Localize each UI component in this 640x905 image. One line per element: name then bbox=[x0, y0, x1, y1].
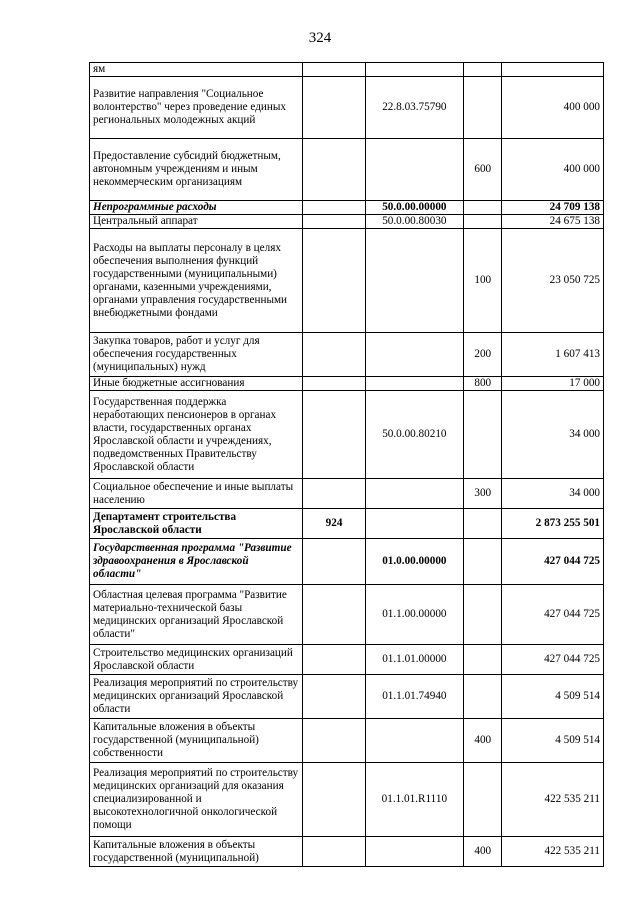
department-code-cell bbox=[303, 479, 365, 509]
amount-cell: 422 535 211 bbox=[502, 763, 604, 837]
amount-cell: 400 000 bbox=[502, 139, 604, 201]
table-row bbox=[90, 139, 604, 201]
target-article-cell bbox=[365, 509, 463, 539]
department-code-cell bbox=[303, 719, 365, 763]
expense-type-cell bbox=[464, 585, 502, 645]
target-article-cell: 01.0.00.00000 bbox=[365, 539, 463, 585]
target-article-cell: 01.1.00.00000 bbox=[365, 585, 463, 645]
amount-cell: 34 000 bbox=[502, 479, 604, 509]
table-row bbox=[90, 391, 604, 479]
target-article-cell bbox=[365, 229, 463, 333]
amount-cell: 23 050 725 bbox=[502, 229, 604, 333]
target-article-cell: 50.0.00.80030 bbox=[365, 215, 463, 229]
department-code-cell bbox=[303, 63, 365, 77]
target-article-cell: 01.1.01.R1110 bbox=[365, 763, 463, 837]
department-code-cell bbox=[303, 645, 365, 675]
table-row bbox=[90, 763, 604, 837]
table-row bbox=[90, 77, 604, 139]
target-article-cell bbox=[365, 63, 463, 77]
amount-cell: 4 509 514 bbox=[502, 675, 604, 719]
table-row bbox=[90, 675, 604, 719]
expense-type-cell: 100 bbox=[464, 229, 502, 333]
expense-type-cell: 400 bbox=[464, 837, 502, 867]
expense-type-cell bbox=[464, 509, 502, 539]
expense-type-cell bbox=[464, 391, 502, 479]
amount-cell: 1 607 413 bbox=[502, 333, 604, 377]
expense-type-cell: 600 bbox=[464, 139, 502, 201]
department-code-cell bbox=[303, 377, 365, 391]
table-row bbox=[90, 539, 604, 585]
expense-name-cell: Капитальные вложения в объекты государственной (муниципальной) bbox=[90, 837, 303, 867]
expense-type-cell bbox=[464, 675, 502, 719]
department-code-cell bbox=[303, 837, 365, 867]
expense-name-cell: Областная целевая программа "Развитие материально-технической базы медицинских организаций Ярославской области" bbox=[90, 585, 303, 645]
table-row bbox=[90, 479, 604, 509]
expense-name-cell: Государственная поддержка неработающих пенсионеров в органах власти, государственных органах Ярославской области и учреждениях, подведомственных Правительству Ярославской области bbox=[90, 391, 303, 479]
expense-name-cell: Развитие направления "Социальное волонтерство" через проведение единых региональных молодежных акций bbox=[90, 77, 303, 139]
target-article-cell: 50.0.00.80210 bbox=[365, 391, 463, 479]
expense-type-cell bbox=[464, 77, 502, 139]
table-row bbox=[90, 201, 604, 215]
target-article-cell bbox=[365, 333, 463, 377]
department-code-cell bbox=[303, 229, 365, 333]
budget-table bbox=[89, 62, 604, 867]
table-row bbox=[90, 837, 604, 867]
expense-name-cell: Расходы на выплаты персоналу в целях обеспечения выполнения функций государственными (муниципальными) органами, казенными учреждениями, органами управления государственными внебюджетными фондами bbox=[90, 229, 303, 333]
table-row bbox=[90, 215, 604, 229]
amount-cell: 34 000 bbox=[502, 391, 604, 479]
amount-cell: 24 675 138 bbox=[502, 215, 604, 229]
table-row bbox=[90, 719, 604, 763]
budget-table-body bbox=[90, 63, 604, 867]
table-row bbox=[90, 509, 604, 539]
expense-name-cell: Непрограммные расходы bbox=[90, 201, 303, 215]
department-code-cell: 924 bbox=[303, 509, 365, 539]
amount-cell: 400 000 bbox=[502, 77, 604, 139]
department-code-cell bbox=[303, 333, 365, 377]
target-article-cell bbox=[365, 837, 463, 867]
expense-type-cell: 200 bbox=[464, 333, 502, 377]
department-code-cell bbox=[303, 585, 365, 645]
amount-cell bbox=[502, 63, 604, 77]
table-row bbox=[90, 645, 604, 675]
target-article-cell bbox=[365, 139, 463, 201]
amount-cell: 427 044 725 bbox=[502, 585, 604, 645]
amount-cell: 17 000 bbox=[502, 377, 604, 391]
expense-type-cell bbox=[464, 539, 502, 585]
table-row bbox=[90, 63, 604, 77]
table-row bbox=[90, 229, 604, 333]
department-code-cell bbox=[303, 539, 365, 585]
expense-name-cell: Реализация мероприятий по строительству медицинских организаций для оказания специализированной и высокотехнологичной онкологической помощи bbox=[90, 763, 303, 837]
amount-cell: 427 044 725 bbox=[502, 539, 604, 585]
department-code-cell bbox=[303, 763, 365, 837]
target-article-cell bbox=[365, 377, 463, 391]
expense-name-cell: Закупка товаров, работ и услуг для обеспечения государственных (муниципальных) нужд bbox=[90, 333, 303, 377]
target-article-cell bbox=[365, 719, 463, 763]
expense-type-cell bbox=[464, 63, 502, 77]
expense-name-cell: Департамент строительства Ярославской области bbox=[90, 509, 303, 539]
target-article-cell: 50.0.00.00000 bbox=[365, 201, 463, 215]
expense-name-cell: Иные бюджетные ассигнования bbox=[90, 377, 303, 391]
expense-name-cell: Предоставление субсидий бюджетным, автономным учреждениям и иным некоммерческим организациям bbox=[90, 139, 303, 201]
target-article-cell: 22.8.03.75790 bbox=[365, 77, 463, 139]
expense-name-cell: Строительство медицинских организаций Ярославской области bbox=[90, 645, 303, 675]
expense-type-cell bbox=[464, 215, 502, 229]
department-code-cell bbox=[303, 215, 365, 229]
amount-cell: 427 044 725 bbox=[502, 645, 604, 675]
expense-name-cell: Центральный аппарат bbox=[90, 215, 303, 229]
expense-type-cell bbox=[464, 645, 502, 675]
amount-cell: 2 873 255 501 bbox=[502, 509, 604, 539]
amount-cell: 24 709 138 bbox=[502, 201, 604, 215]
department-code-cell bbox=[303, 675, 365, 719]
expense-name-cell: Капитальные вложения в объекты государственной (муниципальной) собственности bbox=[90, 719, 303, 763]
expense-name-cell: ям bbox=[90, 63, 303, 77]
expense-type-cell: 300 bbox=[464, 479, 502, 509]
amount-cell: 4 509 514 bbox=[502, 719, 604, 763]
department-code-cell bbox=[303, 77, 365, 139]
target-article-cell bbox=[365, 479, 463, 509]
expense-name-cell: Государственная программа "Развитие здравоохранения в Ярославской области" bbox=[90, 539, 303, 585]
expense-type-cell bbox=[464, 201, 502, 215]
expense-type-cell: 800 bbox=[464, 377, 502, 391]
department-code-cell bbox=[303, 139, 365, 201]
target-article-cell: 01.1.01.74940 bbox=[365, 675, 463, 719]
department-code-cell bbox=[303, 391, 365, 479]
expense-name-cell: Социальное обеспечение и иные выплаты населению bbox=[90, 479, 303, 509]
table-row bbox=[90, 333, 604, 377]
expense-type-cell bbox=[464, 763, 502, 837]
table-row bbox=[90, 377, 604, 391]
target-article-cell: 01.1.01.00000 bbox=[365, 645, 463, 675]
table-row bbox=[90, 585, 604, 645]
expense-type-cell: 400 bbox=[464, 719, 502, 763]
page-number: 324 bbox=[308, 30, 332, 46]
expense-name-cell: Реализация мероприятий по строительству медицинских организаций Ярославской области bbox=[90, 675, 303, 719]
department-code-cell bbox=[303, 201, 365, 215]
amount-cell: 422 535 211 bbox=[502, 837, 604, 867]
